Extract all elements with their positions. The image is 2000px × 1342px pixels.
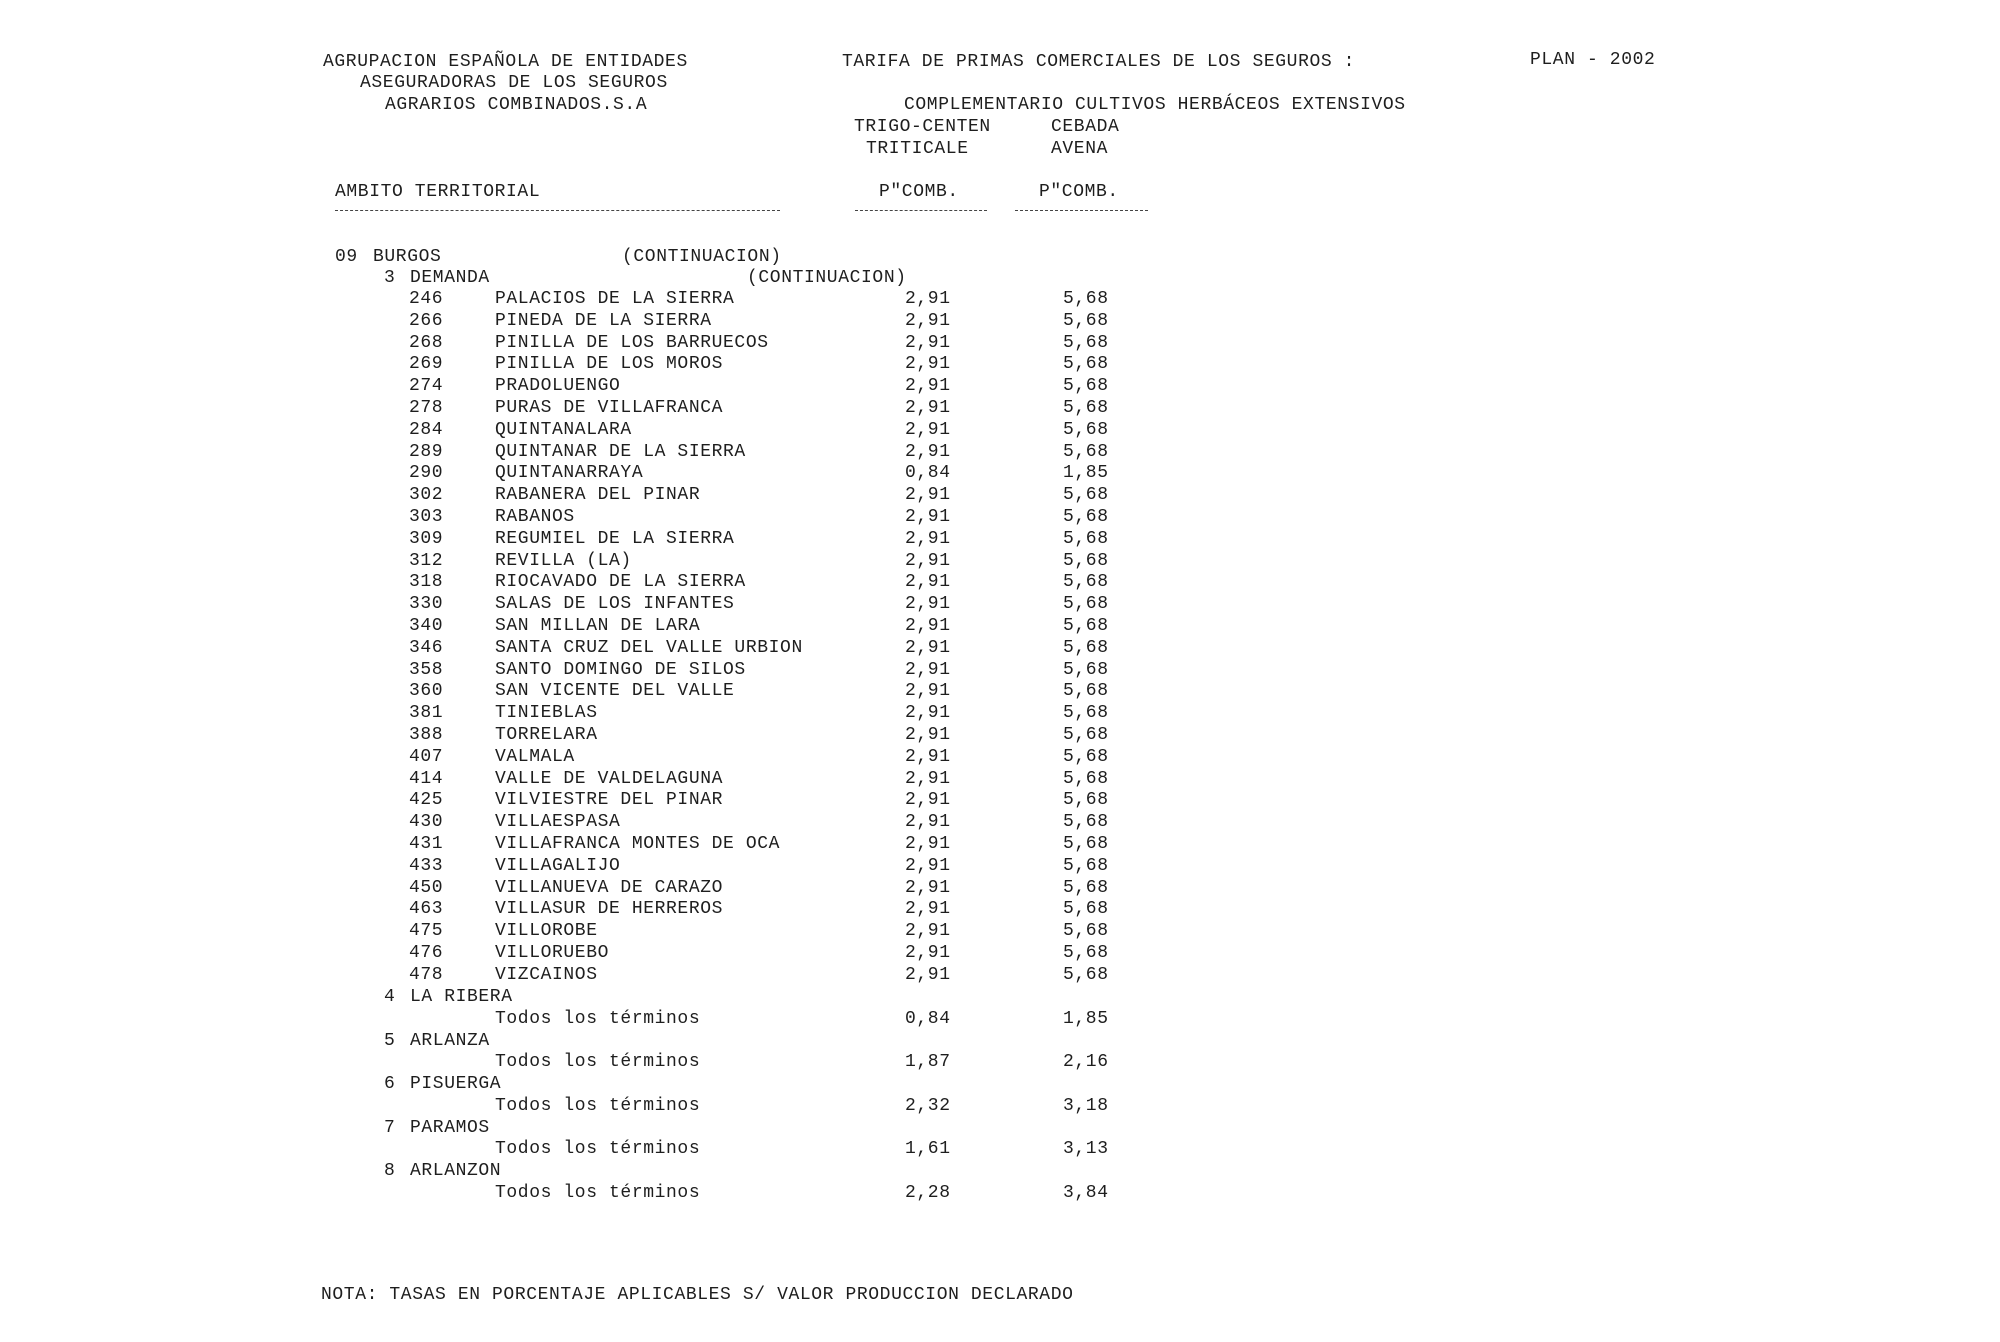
table-row	[0, 354, 2000, 376]
value-trigo: 2,91	[905, 943, 951, 963]
municipality-code: 340	[409, 616, 444, 636]
section-code: 4	[384, 987, 396, 1007]
table-row	[0, 834, 2000, 856]
municipality-name: VILLORUEBO	[495, 943, 610, 963]
province-continuation: (CONTINUACION)	[622, 247, 782, 267]
table-row	[0, 1009, 2000, 1031]
value-trigo: 2,91	[905, 485, 951, 506]
value-trigo: 2,91	[905, 332, 951, 353]
municipality-name: VILLAESPASA	[495, 812, 621, 833]
municipality-code: 312	[409, 550, 444, 571]
municipality-name: SAN VICENTE DEL VALLE	[495, 681, 735, 702]
municipality-code: 358	[409, 659, 444, 680]
value-trigo: 2,91	[905, 594, 951, 615]
value-trigo: 2,91	[905, 899, 951, 920]
municipality-code: 433	[409, 855, 444, 876]
value-trigo: 2,91	[905, 572, 951, 593]
value-trigo: 2,91	[905, 419, 951, 440]
section-heading	[0, 987, 2000, 1009]
todos-los-terminos-label: Todos los términos	[495, 1008, 701, 1029]
municipality-name: PRADOLUENGO	[495, 376, 621, 397]
municipality-code: 431	[409, 834, 444, 854]
value-trigo: 0,84	[905, 1008, 951, 1029]
section-name: PARAMOS	[410, 1117, 490, 1138]
table-row	[0, 289, 2000, 311]
section-code: 7	[384, 1117, 396, 1138]
municipality-name: SAN MILLAN DE LARA	[495, 616, 701, 636]
value-cebada: 5,68	[1063, 812, 1109, 833]
value-cebada: 5,68	[1063, 703, 1109, 724]
municipality-code: 309	[409, 528, 444, 549]
value-trigo: 2,91	[905, 398, 951, 418]
municipality-code: 388	[409, 725, 444, 745]
value-trigo: 2,91	[905, 921, 951, 942]
municipality-name: REVILLA (LA)	[495, 550, 632, 571]
table-row	[0, 660, 2000, 682]
value-cebada: 5,68	[1063, 572, 1109, 593]
province-code: 09	[335, 247, 358, 267]
value-cebada: 5,68	[1063, 289, 1109, 309]
value-cebada: 5,68	[1063, 681, 1109, 702]
value-cebada: 5,68	[1063, 550, 1109, 571]
section-code: 6	[384, 1074, 396, 1094]
municipality-name: QUINTANARRAYA	[495, 463, 644, 484]
value-trigo: 2,91	[905, 528, 951, 549]
municipality-code: 268	[409, 332, 444, 353]
section-heading	[0, 1031, 2000, 1053]
municipality-code: 381	[409, 703, 444, 724]
table-row	[0, 1139, 2000, 1161]
municipality-name: VILLASUR DE HERREROS	[495, 899, 724, 920]
section-name: PISUERGA	[410, 1074, 502, 1094]
section-name: ARLANZA	[410, 1030, 490, 1051]
section-name: ARLANZON	[410, 1161, 502, 1181]
section-name: LA RIBERA	[410, 987, 513, 1007]
municipality-code: 284	[409, 419, 444, 440]
table-row	[0, 856, 2000, 878]
section-heading	[0, 1118, 2000, 1140]
table-row	[0, 812, 2000, 834]
municipality-name: VALLE DE VALDELAGUNA	[495, 768, 724, 789]
value-cebada: 5,68	[1063, 746, 1109, 767]
value-cebada: 5,68	[1063, 485, 1109, 506]
table-row	[0, 769, 2000, 791]
municipality-name: PALACIOS DE LA SIERRA	[495, 289, 735, 309]
municipality-name: VILVIESTRE DEL PINAR	[495, 790, 724, 811]
value-cebada: 5,68	[1063, 310, 1109, 331]
todos-los-terminos-label: Todos los términos	[495, 1139, 701, 1160]
region-code: 3	[384, 268, 396, 288]
org-name-line3: AGRARIOS COMBINADOS.S.A	[385, 95, 648, 115]
value-cebada: 3,18	[1063, 1095, 1109, 1116]
table-row	[0, 311, 2000, 333]
col2-crop-line2: AVENA	[1051, 139, 1109, 159]
municipality-code: 425	[409, 790, 444, 811]
table-row	[0, 333, 2000, 355]
table-row	[0, 725, 2000, 747]
value-trigo: 2,91	[905, 616, 951, 636]
value-trigo: 2,91	[905, 550, 951, 571]
table-row	[0, 899, 2000, 921]
value-trigo: 2,91	[905, 681, 951, 702]
municipality-code: 289	[409, 441, 444, 462]
org-name-line1: AGRUPACION ESPAÑOLA DE ENTIDADES	[323, 52, 688, 72]
table-row	[0, 616, 2000, 638]
todos-los-terminos-label: Todos los términos	[495, 1052, 701, 1073]
value-trigo: 2,91	[905, 376, 951, 397]
municipality-code: 274	[409, 376, 444, 397]
value-trigo: 2,91	[905, 725, 951, 745]
region-continuation: (CONTINUACION)	[747, 268, 907, 288]
value-cebada: 5,68	[1063, 659, 1109, 680]
municipality-name: RABANERA DEL PINAR	[495, 485, 701, 506]
municipality-name: RABANOS	[495, 507, 575, 527]
value-trigo: 1,61	[905, 1139, 951, 1160]
municipality-name: PINILLA DE LOS BARRUECOS	[495, 332, 769, 353]
value-cebada: 5,68	[1063, 398, 1109, 418]
municipality-code: 302	[409, 485, 444, 506]
table-row	[0, 551, 2000, 573]
value-cebada: 5,68	[1063, 594, 1109, 615]
value-trigo: 2,91	[905, 507, 951, 527]
tarifa-title: TARIFA DE PRIMAS COMERCIALES DE LOS SEGUROS :	[842, 52, 1356, 72]
municipality-code: 430	[409, 812, 444, 833]
value-cebada: 5,68	[1063, 616, 1109, 636]
value-trigo: 2,91	[905, 812, 951, 833]
value-cebada: 5,68	[1063, 790, 1109, 811]
municipality-name: SALAS DE LOS INFANTES	[495, 594, 735, 615]
value-cebada: 5,68	[1063, 354, 1109, 375]
municipality-code: 246	[409, 289, 444, 309]
table-row	[0, 965, 2000, 987]
value-cebada: 5,68	[1063, 419, 1109, 440]
table-row	[0, 376, 2000, 398]
municipality-code: 360	[409, 681, 444, 702]
nota-footer: NOTA: TASAS EN PORCENTAJE APLICABLES S/ VALOR PRODUCCION DECLARADO	[321, 1285, 1074, 1305]
value-cebada: 5,68	[1063, 834, 1109, 854]
municipality-code: 475	[409, 921, 444, 942]
table-row	[0, 398, 2000, 420]
table-row	[0, 681, 2000, 703]
value-trigo: 0,84	[905, 463, 951, 484]
province-name: BURGOS	[373, 247, 442, 267]
municipality-code: 476	[409, 943, 444, 963]
municipality-name: VILLOROBE	[495, 921, 598, 942]
plan-label: PLAN - 2002	[1530, 50, 1656, 70]
value-cebada: 1,85	[1063, 1008, 1109, 1029]
table-row	[0, 790, 2000, 812]
value-cebada: 5,68	[1063, 528, 1109, 549]
municipality-name: PINILLA DE LOS MOROS	[495, 354, 724, 375]
table-row	[0, 529, 2000, 551]
table-row	[0, 594, 2000, 616]
municipality-code: 269	[409, 354, 444, 375]
table-row	[0, 747, 2000, 769]
header-rule-col2	[1015, 210, 1148, 211]
municipality-code: 346	[409, 637, 444, 658]
municipality-code: 407	[409, 746, 444, 767]
table-row	[0, 507, 2000, 529]
value-cebada: 5,68	[1063, 376, 1109, 397]
complementario-title: COMPLEMENTARIO CULTIVOS HERBÁCEOS EXTENSIVOS	[904, 95, 1406, 115]
municipality-code: 303	[409, 507, 444, 527]
header-rule-ambito	[335, 210, 780, 211]
table-row	[0, 463, 2000, 485]
pcomb-header-2: P"COMB.	[1039, 182, 1119, 202]
value-cebada: 2,16	[1063, 1052, 1109, 1073]
value-trigo: 2,91	[905, 834, 951, 854]
value-trigo: 2,91	[905, 659, 951, 680]
value-cebada: 5,68	[1063, 441, 1109, 462]
municipality-name: TORRELARA	[495, 725, 598, 745]
value-trigo: 2,91	[905, 855, 951, 876]
table-row	[0, 703, 2000, 725]
value-trigo: 2,91	[905, 964, 951, 985]
municipality-name: VIZCAINOS	[495, 964, 598, 985]
value-cebada: 5,68	[1063, 899, 1109, 920]
table-row	[0, 1096, 2000, 1118]
municipality-name: PINEDA DE LA SIERRA	[495, 310, 712, 331]
col1-crop-line2: TRITICALE	[866, 139, 969, 159]
region-name: DEMANDA	[410, 268, 490, 288]
value-trigo: 2,32	[905, 1095, 951, 1116]
value-trigo: 2,91	[905, 746, 951, 767]
table-row	[0, 638, 2000, 660]
municipality-code: 318	[409, 572, 444, 593]
municipality-name: SANTA CRUZ DEL VALLE URBION	[495, 637, 803, 658]
value-trigo: 2,91	[905, 768, 951, 789]
table-row	[0, 921, 2000, 943]
municipality-name: QUINTANAR DE LA SIERRA	[495, 441, 746, 462]
section-code: 5	[384, 1030, 396, 1051]
pcomb-header-1: P"COMB.	[879, 182, 959, 202]
value-cebada: 5,68	[1063, 768, 1109, 789]
value-trigo: 2,91	[905, 441, 951, 462]
table-row	[0, 572, 2000, 594]
ambito-territorial-header: AMBITO TERRITORIAL	[335, 182, 541, 202]
value-cebada: 3,84	[1063, 1182, 1109, 1203]
col1-crop-line1: TRIGO-CENTEN	[854, 117, 991, 137]
value-trigo: 2,91	[905, 877, 951, 898]
municipality-name: VILLAFRANCA MONTES DE OCA	[495, 834, 781, 854]
value-cebada: 3,13	[1063, 1139, 1109, 1160]
municipality-code: 330	[409, 594, 444, 615]
header-rule-col1	[855, 210, 987, 211]
org-name-line2: ASEGURADORAS DE LOS SEGUROS	[360, 73, 668, 93]
municipality-name: VALMALA	[495, 746, 575, 767]
municipality-name: PURAS DE VILLAFRANCA	[495, 398, 724, 418]
value-cebada: 5,68	[1063, 637, 1109, 658]
municipality-name: VILLANUEVA DE CARAZO	[495, 877, 724, 898]
municipality-code: 290	[409, 463, 444, 484]
municipality-name: SANTO DOMINGO DE SILOS	[495, 659, 746, 680]
value-trigo: 2,91	[905, 637, 951, 658]
value-trigo: 2,91	[905, 703, 951, 724]
municipality-name: REGUMIEL DE LA SIERRA	[495, 528, 735, 549]
municipality-name: RIOCAVADO DE LA SIERRA	[495, 572, 746, 593]
table-row	[0, 943, 2000, 965]
value-cebada: 5,68	[1063, 964, 1109, 985]
section-heading	[0, 1161, 2000, 1183]
todos-los-terminos-label: Todos los términos	[495, 1182, 701, 1203]
table-row	[0, 420, 2000, 442]
municipality-name: QUINTANALARA	[495, 419, 632, 440]
municipality-code: 478	[409, 964, 444, 985]
value-trigo: 2,91	[905, 289, 951, 309]
municipality-name: TINIEBLAS	[495, 703, 598, 724]
municipality-code: 463	[409, 899, 444, 920]
municipality-code: 414	[409, 768, 444, 789]
value-cebada: 5,68	[1063, 725, 1109, 745]
todos-los-terminos-label: Todos los términos	[495, 1095, 701, 1116]
table-row	[0, 1052, 2000, 1074]
value-trigo: 2,28	[905, 1182, 951, 1203]
municipality-code: 450	[409, 877, 444, 898]
col2-crop-line1: CEBADA	[1051, 117, 1120, 137]
value-cebada: 5,68	[1063, 877, 1109, 898]
value-cebada: 5,68	[1063, 921, 1109, 942]
value-trigo: 2,91	[905, 310, 951, 331]
section-heading	[0, 1074, 2000, 1096]
value-cebada: 5,68	[1063, 507, 1109, 527]
value-cebada: 5,68	[1063, 332, 1109, 353]
section-code: 8	[384, 1161, 396, 1181]
value-cebada: 1,85	[1063, 463, 1109, 484]
municipality-name: VILLAGALIJO	[495, 855, 621, 876]
municipality-code: 266	[409, 310, 444, 331]
value-cebada: 5,68	[1063, 855, 1109, 876]
table-row	[0, 485, 2000, 507]
table-row	[0, 1183, 2000, 1205]
value-trigo: 2,91	[905, 790, 951, 811]
value-cebada: 5,68	[1063, 943, 1109, 963]
table-row	[0, 878, 2000, 900]
value-trigo: 2,91	[905, 354, 951, 375]
value-trigo: 1,87	[905, 1052, 951, 1073]
municipality-code: 278	[409, 398, 444, 418]
table-row	[0, 442, 2000, 464]
